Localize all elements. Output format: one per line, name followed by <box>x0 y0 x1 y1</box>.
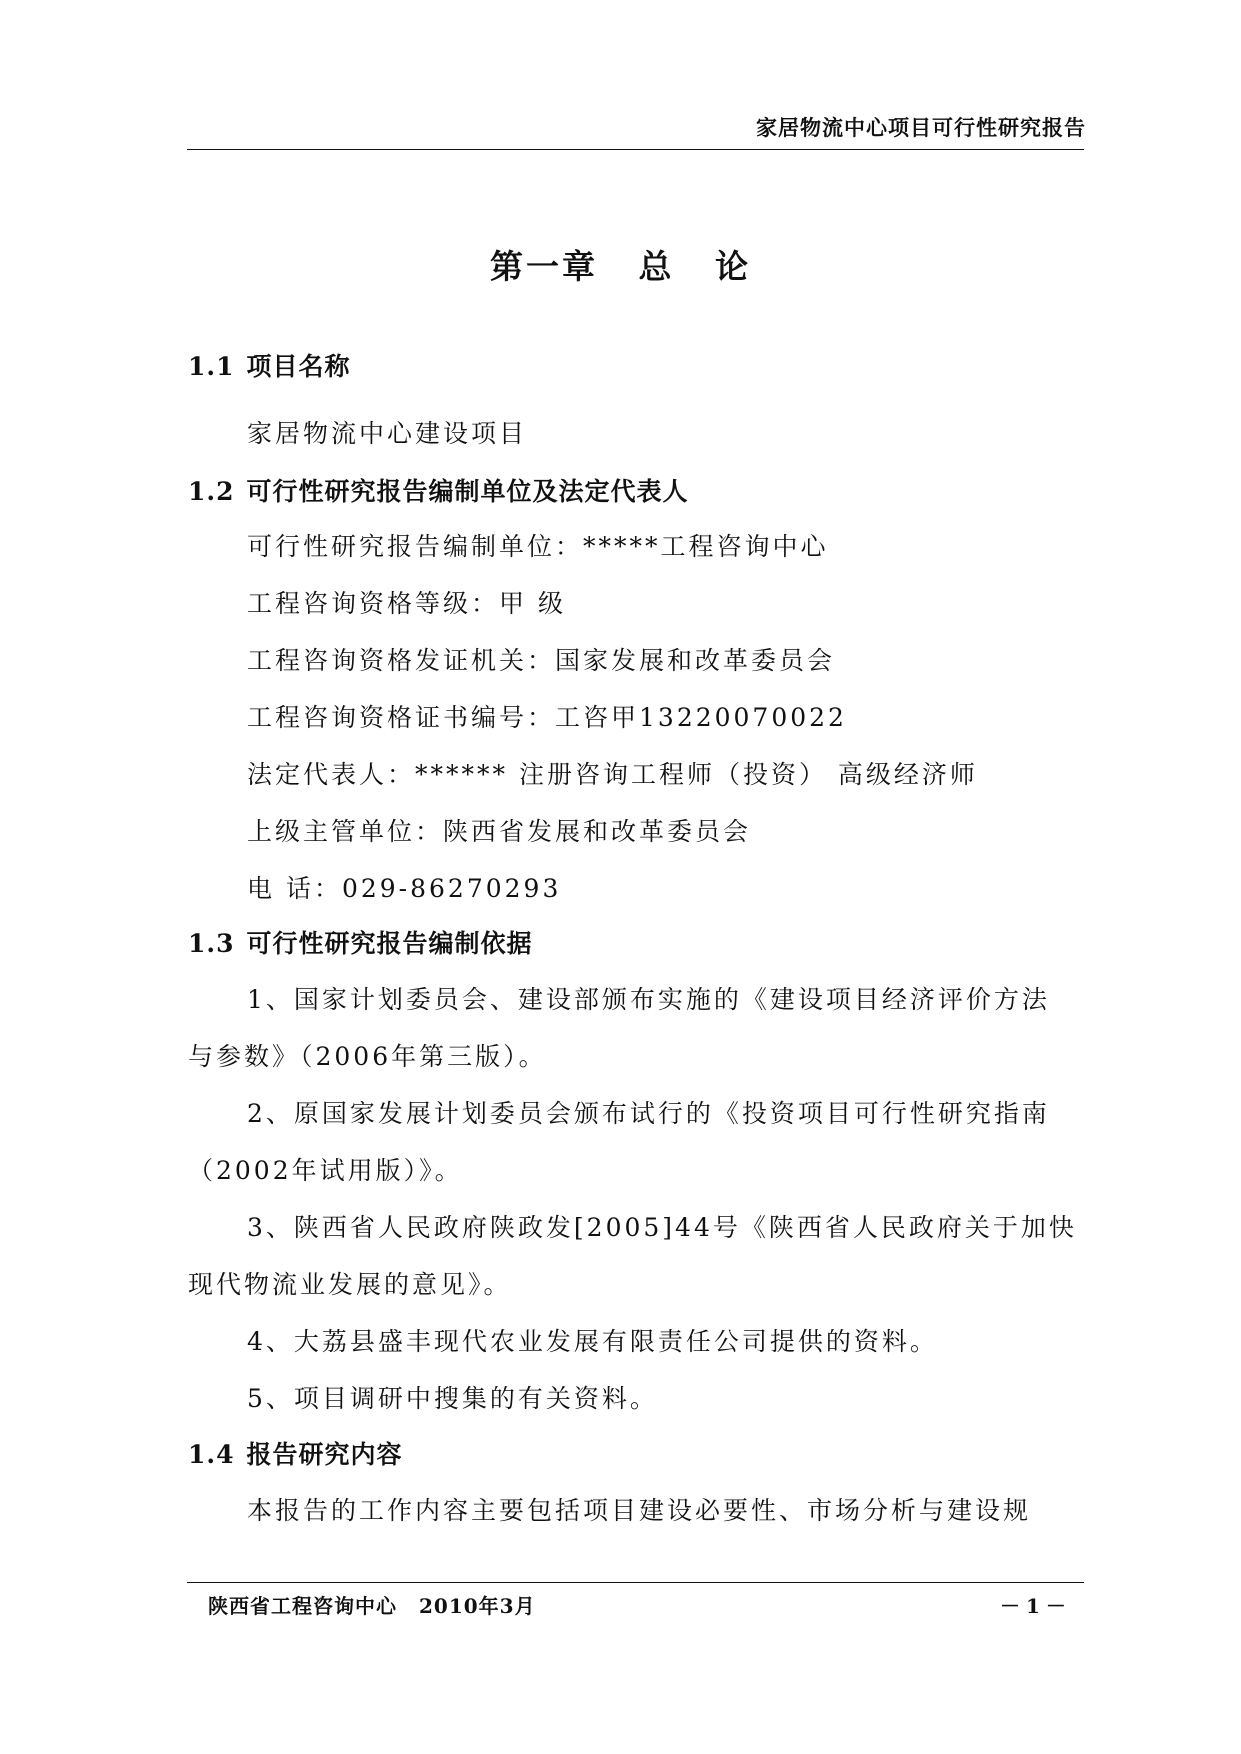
paragraph-line: 工程咨询资格证书编号：工咨甲13220070022 <box>247 703 847 732</box>
section-heading-1-3 <box>188 924 533 960</box>
page-number: －1－ <box>1000 1594 1072 1618</box>
paragraph-line: 现代物流业发展的意见》。 <box>188 1270 512 1299</box>
section-heading-1-2 <box>188 472 689 508</box>
section-title: 可行性研究报告编制依据 <box>246 929 533 958</box>
paragraph-line: 与参数》（2006年第三版）。 <box>188 1042 547 1071</box>
footer-date: 2010年3月 <box>419 1594 536 1618</box>
footer-organization: 陕西省工程咨询中心 <box>208 1594 397 1618</box>
paragraph-line: 可行性研究报告编制单位：*****工程咨询中心 <box>247 532 829 561</box>
section-heading-1-4 <box>188 1435 403 1471</box>
section-number: 1.4 <box>188 1440 235 1469</box>
section-title: 项目名称 <box>246 352 351 381</box>
paragraph-line: 工程咨询资格等级：甲 级 <box>247 589 566 618</box>
paragraph-line: 上级主管单位：陕西省发展和改革委员会 <box>247 817 752 846</box>
section-title: 可行性研究报告编制单位及法定代表人 <box>246 477 689 506</box>
page-header-title: 家居物流中心项目可行性研究报告 <box>756 115 1086 140</box>
paragraph-line: 家居物流中心建设项目 <box>247 419 528 448</box>
footer-left <box>208 1590 536 1619</box>
chapter-title: 第一章 总 论 <box>490 247 751 286</box>
paragraph-line: 1、国家计划委员会、建设部颁布实施的《建设项目经济评价方法 <box>247 985 1050 1014</box>
paragraph-line: 法定代表人：****** 注册咨询工程师（投资） 高级经济师 <box>247 760 978 789</box>
section-number: 1.1 <box>188 352 235 381</box>
section-heading-1-1 <box>188 347 351 383</box>
paragraph-line: 工程咨询资格发证机关：国家发展和改革委员会 <box>247 646 836 675</box>
paragraph-line: 2、原国家发展计划委员会颁布试行的《投资项目可行性研究指南 <box>247 1099 1050 1128</box>
footer-divider <box>187 1582 1084 1583</box>
paragraph-line: （2002年试用版）》。 <box>188 1156 463 1185</box>
header-divider <box>187 149 1084 150</box>
paragraph-line: 5、项目调研中搜集的有关资料。 <box>247 1384 658 1413</box>
paragraph-line: 4、大荔县盛丰现代农业发展有限责任公司提供的资料。 <box>247 1327 938 1356</box>
paragraph-line: 3、陕西省人民政府陕政发[2005]44号《陕西省人民政府关于加快 <box>247 1213 1077 1242</box>
paragraph-line: 电 话：029-86270293 <box>247 874 562 903</box>
section-number: 1.3 <box>188 929 235 958</box>
section-title: 报告研究内容 <box>246 1440 403 1469</box>
paragraph-line: 本报告的工作内容主要包括项目建设必要性、市场分析与建设规 <box>247 1496 1032 1525</box>
section-number: 1.2 <box>188 477 235 506</box>
